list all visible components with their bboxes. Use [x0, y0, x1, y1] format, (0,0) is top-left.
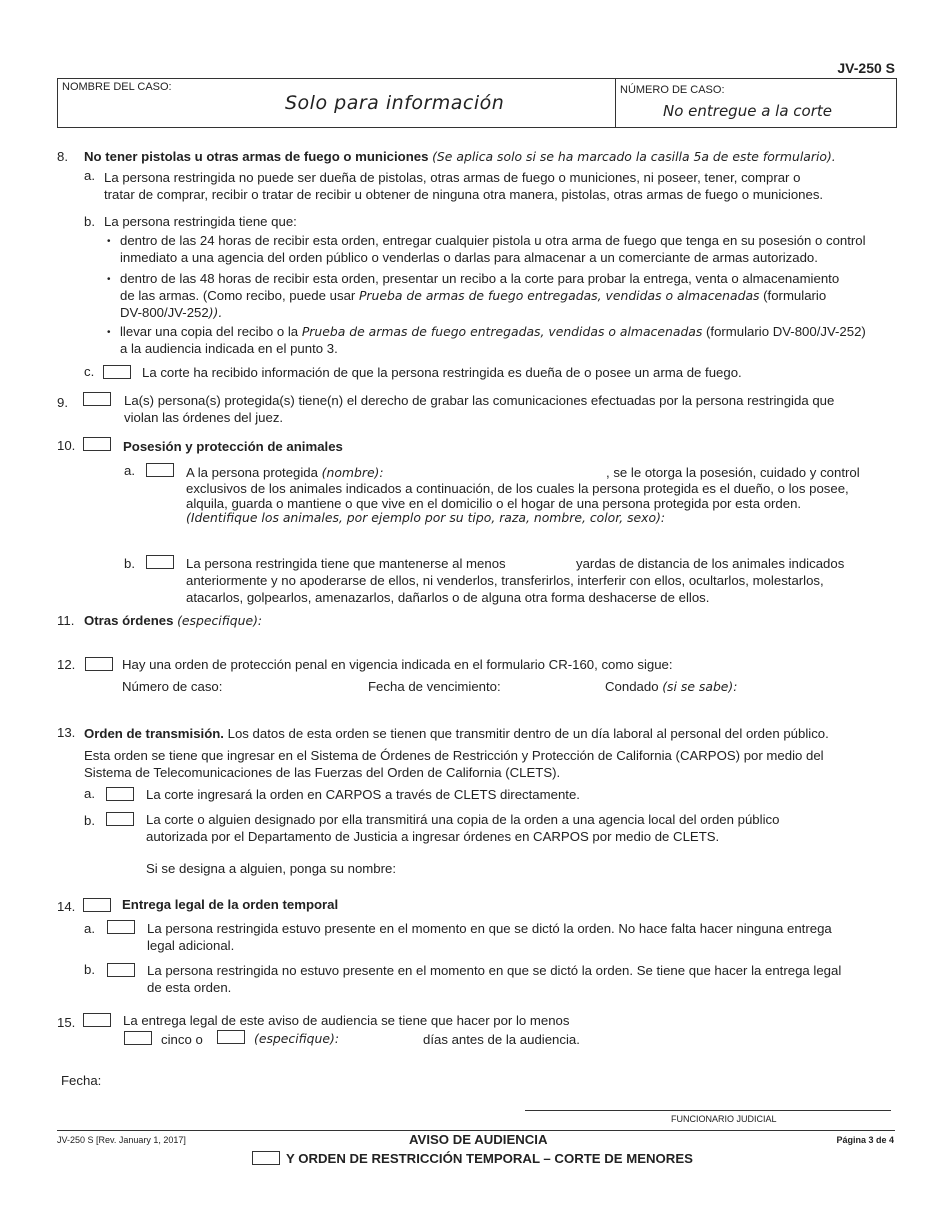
checkbox-15[interactable] [83, 1013, 111, 1027]
designee-field-label: Si se designa a alguien, ponga su nombre: [146, 861, 397, 876]
text-line: La persona restringida no estuvo presente en el momento en que se dictó la orden. Se tiene que hacer la entrega legal [147, 963, 842, 978]
county-field-label: Condado [605, 679, 659, 694]
section-title: Orden de transmisión. [84, 726, 224, 741]
text-line: La persona restringida no puede ser dueña de pistolas, otras armas de fuego o municiones, ni poseer, tener, comprar o [104, 170, 801, 185]
item-label: b. [84, 214, 95, 229]
case-number-field-label: Número de caso: [122, 679, 223, 694]
item-label: c. [84, 364, 95, 379]
item-label: a. [84, 168, 95, 183]
text-segment: yardas de distancia de los animales indicados [576, 556, 845, 571]
checkbox-15-five-days[interactable] [124, 1031, 152, 1045]
footer-page-number: Página 3 de 4 [836, 1135, 894, 1145]
text-line: La corte ingresará la orden en CARPOS a través de CLETS directamente. [146, 787, 580, 802]
section-number: 9. [57, 395, 68, 410]
case-name-value: Solo para información [285, 92, 505, 114]
text-segment: (formulario [759, 288, 827, 303]
section-title: Otras órdenes [84, 613, 174, 628]
section-title: No tener pistolas u otras armas de fuego o municiones [84, 149, 429, 164]
item-label: b. [84, 962, 95, 977]
checkbox-15-specify[interactable] [217, 1030, 245, 1044]
text-line: alquila, guarda o mantiene o que vive en el domicilio o el hogar de una persona protegida por esta orden. [186, 496, 802, 511]
footer-revision: JV-250 S [Rev. January 1, 2017] [57, 1135, 186, 1145]
case-number-value: No entregue a la corte [663, 102, 832, 120]
form-id: JV-250 S [837, 60, 895, 76]
checkbox-footer[interactable] [252, 1151, 280, 1165]
item-label: a. [84, 786, 95, 801]
case-header-divider [615, 78, 616, 128]
text-segment: La persona restringida tiene que mantenerse al menos [186, 556, 506, 571]
checkbox-10a[interactable] [146, 463, 174, 477]
text-line: inmediato a una agencia del orden público o venderlas o darlas para almacenar a un comerciante de armas autorizado. [120, 250, 818, 265]
text-line: días antes de la audiencia. [423, 1032, 580, 1047]
signature-line [525, 1110, 891, 1111]
text-segment: de las armas. (Como recibo, puede usar [120, 288, 359, 303]
text-line: exclusivos de los animales indicados a continuación, de los cuales la persona protegida es el dueño, o los posee, [186, 481, 849, 496]
item-label: b. [124, 556, 135, 571]
checkbox-10b[interactable] [146, 555, 174, 569]
date-label: Fecha: [61, 1073, 102, 1088]
section-note: (Se aplica solo si se ha marcado la casilla 5a de este formulario). [432, 149, 836, 164]
text-line: violan las órdenes del juez. [124, 410, 284, 425]
text-line: de esta orden. [147, 980, 232, 995]
section-note: (especifique): [177, 613, 263, 628]
text-segment: DV-800/JV-252 [120, 305, 209, 320]
section-number: 11. [57, 613, 75, 628]
checkbox-10[interactable] [83, 437, 111, 451]
case-number-label: NÚMERO DE CASO: [620, 84, 725, 96]
footer-title-line-2: Y ORDEN DE RESTRICCIÓN TEMPORAL – CORTE DE MENORES [286, 1151, 693, 1166]
footer-title-line-1: AVISO DE AUDIENCIA [409, 1132, 548, 1147]
text-line: (Identifique los animales, por ejemplo por su tipo, raza, nombre, color, sexo): [186, 510, 666, 525]
item-label: b. [84, 813, 95, 828]
text-line: dentro de las 48 horas de recibir esta orden, presentar un recibo a la corte para probar la entrega, venta o almacenamiento [120, 271, 840, 286]
section-number: 10. [57, 438, 76, 453]
text-line: Hay una orden de protección penal en vigencia indicada en el formulario CR-160, como sigue: [122, 657, 673, 672]
bullet-icon: • [107, 274, 111, 285]
section-number: 12. [57, 657, 76, 672]
checkbox-9[interactable] [83, 392, 111, 406]
text-segment: A la persona protegida [186, 465, 322, 480]
county-field-note: (si se sabe): [662, 679, 738, 694]
checkbox-12[interactable] [85, 657, 113, 671]
text-line: La persona restringida tiene que: [104, 214, 297, 229]
expiry-field-label: Fecha de vencimiento: [368, 679, 501, 694]
text-line: a la audiencia indicada en el punto 3. [120, 341, 338, 356]
form-title-ref: Prueba de armas de fuego entregadas, vendidas o almacenadas [358, 288, 760, 303]
text-line: legal adicional. [147, 938, 235, 953]
section-number: 15. [57, 1015, 76, 1030]
bullet-icon: • [107, 236, 111, 247]
form-title-ref: Prueba de armas de fuego entregadas, vendidas o almacenadas [301, 324, 703, 339]
text-segment: (formulario DV-800/JV-252) [702, 324, 866, 339]
text-line: atacarlos, golpearlos, amenazarlos, dañarlos o de alguna otra forma deshacerse de ellos. [186, 590, 710, 605]
section-number: 8. [57, 149, 68, 164]
text-line: tratar de comprar, recibir o tratar de recibir u obtener de ninguna otra manera, pistolas, otras armas de fuego o municiones. [104, 187, 824, 202]
text-line: La persona restringida estuvo presente en el momento en que se dictó la orden. No hace falta hacer ninguna entrega [147, 921, 832, 936]
section-title: Posesión y protección de animales [123, 439, 343, 454]
text-line: La entrega legal de este aviso de audiencia se tiene que hacer por lo menos [123, 1013, 570, 1028]
bullet-icon: • [107, 327, 111, 338]
text-line: La corte o alguien designado por ella transmitirá una copia de la orden a una agencia local del orden público [146, 812, 780, 827]
text-line: Esta orden se tiene que ingresar en el Sistema de Órdenes de Restricción y Protección de California (CARPOS) por medio del [84, 748, 824, 763]
checkbox-14a[interactable] [107, 920, 135, 934]
text-line: La(s) persona(s) protegida(s) tiene(n) el derecho de grabar las comunicaciones efectuadas por la persona restringida que [124, 393, 835, 408]
text-segment: llevar una copia del recibo o la [120, 324, 302, 339]
text-segment: (nombre): [321, 465, 384, 480]
signature-label: FUNCIONARIO JUDICIAL [671, 1114, 777, 1124]
text-line: dentro de las 24 horas de recibir esta orden, entregar cualquier pistola u otra arma de fuego que tenga en su posesión o control [120, 233, 866, 248]
text-line: La corte ha recibido información de que la persona restringida es dueña de o posee un arma de fuego. [142, 365, 742, 380]
text-line: , se le otorga la posesión, cuidado y control [606, 465, 860, 480]
section-number: 13. [57, 725, 76, 740]
text-segment: Los datos de esta orden se tienen que transmitir dentro de un día laboral al personal del orden público. [223, 726, 829, 741]
five-days-label: cinco o [161, 1032, 203, 1047]
text-line: anteriormente y no apoderarse de ellos, ni venderlos, transferirlos, interferir con ellos, ocultarlos, molestarlos, [186, 573, 824, 588]
item-label: a. [84, 921, 95, 936]
section-number: 14. [57, 899, 76, 914]
item-label: a. [124, 463, 135, 478]
checkbox-14b[interactable] [107, 963, 135, 977]
checkbox-8c[interactable] [103, 365, 131, 379]
case-name-label: NOMBRE DEL CASO: [62, 81, 172, 93]
checkbox-14[interactable] [83, 898, 111, 912]
section-title: Entrega legal de la orden temporal [122, 897, 339, 912]
checkbox-13b[interactable] [106, 812, 134, 826]
text-line: Sistema de Telecomunicaciones de las Fuerzas del Orden de California (CLETS). [84, 765, 561, 780]
text-segment: )). [208, 305, 223, 320]
text-line: autorizada por el Departamento de Justicia a ingresar órdenes en CARPOS por medio de CLETS. [146, 829, 720, 844]
specify-label: (especifique): [254, 1031, 340, 1046]
checkbox-13a[interactable] [106, 787, 134, 801]
